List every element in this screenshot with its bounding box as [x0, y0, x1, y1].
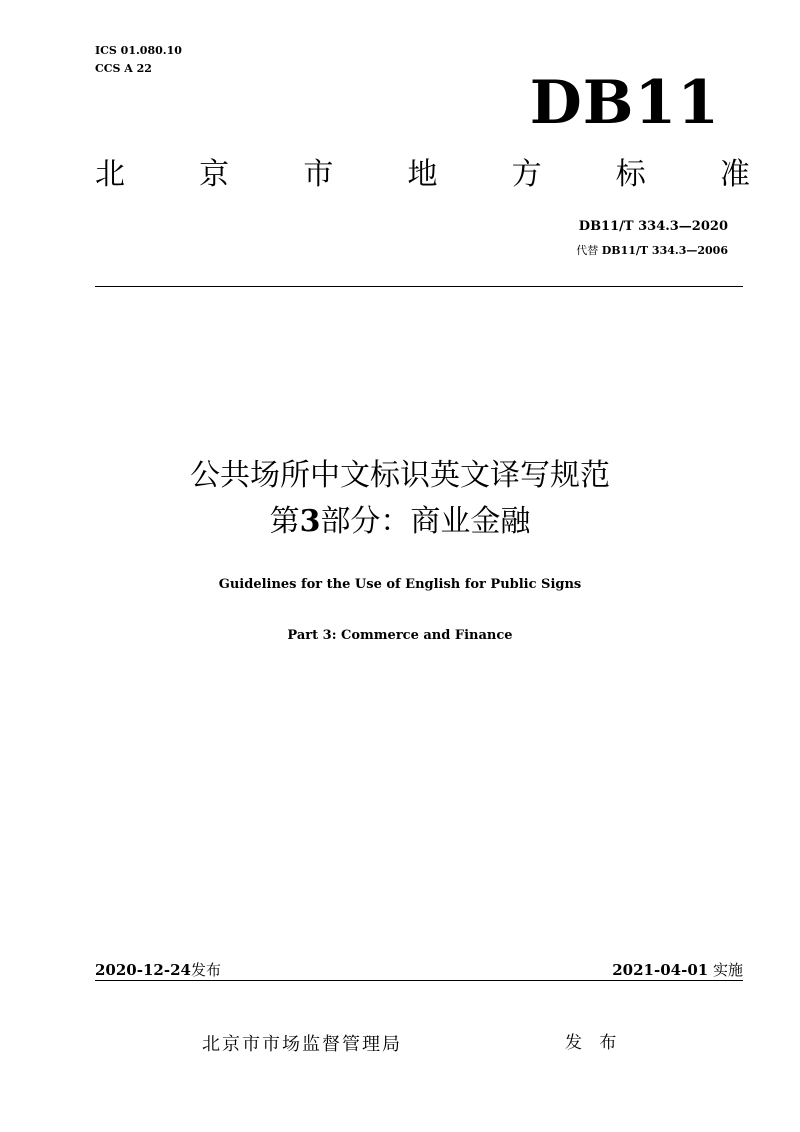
part-prefix: 第	[269, 504, 300, 539]
db-logo: DB11	[529, 68, 720, 138]
title-cn-line2	[0, 503, 800, 541]
replaces-number: DB11/T 334.3—2006	[601, 244, 728, 257]
standard-type-char: 京	[199, 157, 230, 192]
classification-codes	[95, 42, 182, 78]
issue-label: 发 布	[565, 1033, 623, 1053]
standard-type-char: 准	[719, 157, 750, 192]
ics-code: ICS 01.080.10	[95, 44, 182, 57]
release-date: 2020-12-24	[95, 961, 191, 979]
title-en-line1: Guidelines for the Use of English for Public Signs	[218, 577, 582, 592]
standard-type-char: 方	[511, 157, 542, 192]
ccs-code: CCS A 22	[95, 62, 152, 75]
publisher: 北京市市场监督管理局	[202, 1034, 402, 1055]
implement-date-block	[612, 960, 743, 980]
part-suffix: 部分：商业金融	[320, 504, 531, 539]
implement-date: 2021-04-01	[612, 961, 709, 979]
replaces-standard	[576, 243, 728, 259]
implement-label: 实施	[712, 961, 743, 979]
standard-type-char: 地	[407, 157, 438, 192]
header-divider	[95, 286, 743, 287]
part-number: 3	[299, 504, 321, 539]
standard-type-char: 市	[303, 157, 334, 192]
standard-type-char: 北	[95, 157, 125, 192]
title-en-line2: Part 3: Commerce and Finance	[287, 628, 513, 643]
standard-type-char: 标	[615, 157, 646, 192]
footer-divider	[95, 980, 743, 981]
standard-type-title	[95, 157, 750, 193]
replaces-label: 代替	[576, 244, 599, 257]
title-cn-line1: 公共场所中文标识英文译写规范	[190, 458, 610, 493]
standard-number: DB11/T 334.3—2020	[578, 219, 728, 234]
release-date-block	[95, 960, 221, 980]
release-label: 发布	[190, 961, 221, 979]
